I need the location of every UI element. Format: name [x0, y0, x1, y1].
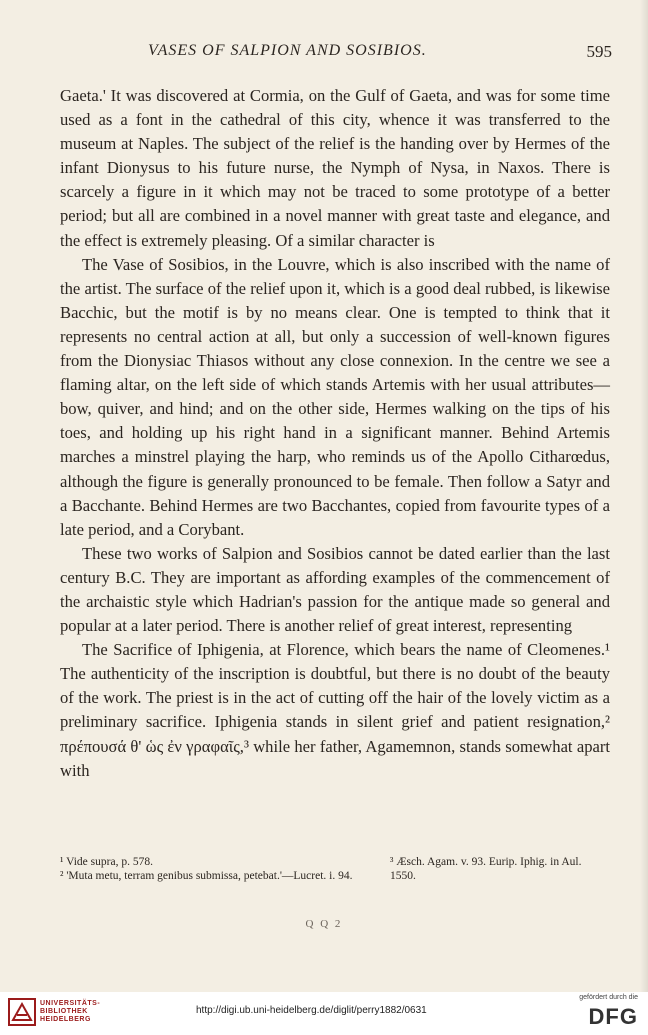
dfg-logo: DFG — [588, 1004, 638, 1029]
footnote-1: ¹ Vide supra, p. 578. — [60, 856, 153, 868]
digitization-footer — [0, 992, 648, 1035]
paragraph-4: The Sacrifice of Iphigenia, at Florence, which bears the name of Cleomenes.¹ The authenticity of the inscription is doubtful, but there is no doubt of the beauty of the work. The priest is in the act of cutting off the hair of the lovely victim as a preliminary sacrifice. Iphigenia stands in silent grief and patient resignation,² πρέπουσά θ' ὡς ἐν γραφαῖς,³ while her father, Agamemnon, stands somewhat apart with — [60, 640, 610, 780]
signature-mark: Q Q 2 — [305, 918, 343, 930]
funded-by-label: gefördert durch die — [579, 994, 638, 1001]
footnote-2: ² 'Muta metu, terram genibus submissa, petebat.'—Lucret. i. 94. — [60, 870, 353, 882]
running-title: VASES OF SALPION AND SOSIBIOS. — [148, 42, 427, 59]
paragraph-3: These two works of Salpion and Sosibios cannot be dated earlier than the last century B.C. They are important as affording examples of the commencement of the archaistic style which Hadrian's passion for the antique made so general and popular at a later period. There is another relief of great interest, representing — [60, 543, 610, 636]
body-text — [60, 84, 610, 783]
footnotes-left — [60, 855, 379, 883]
library-name: UNIVERSITÄTS- BIBLIOTHEK HEIDELBERG — [40, 1000, 101, 1023]
footnote-3: ³ Æsch. Agam. v. 93. Eurip. Iphig. in Aul. 1550. — [390, 856, 582, 882]
page-edge-shadow — [640, 0, 648, 992]
digitization-url-link[interactable]: http://digi.ub.uni-heidelberg.de/diglit/perry1882/0631 — [196, 1005, 427, 1016]
footnotes-right — [390, 855, 610, 883]
footnotes — [60, 855, 610, 883]
paragraph-2: The Vase of Sosibios, in the Louvre, which is also inscribed with the name of the artist. The surface of the relief upon it, which is a good deal rubbed, is likewise Bacchic, but the motif is by no means clear. One is tempted to think that it represents no central action at all, but only a succession of well-known figures from the Dionysiac Thiasos without any close connexion. In the centre we see a flaming altar, on the left side of which stands Artemis with her usual attributes—bow, quiver, and hind; and on the other side, Hermes walking on the tips of his toes, and holding up his right hand in a significant manner. Behind Artemis marches a minstrel playing the harp, who reminds us of the Apollo Citharœdus, although the figure is generally pronounced to be female. Then follow a Satyr and a Bacchante. Behind Hermes are two Bacchantes, copied from favourite types of a late period, and a Corybant. — [60, 254, 610, 539]
paragraph-1: Gaeta.' It was discovered at Cormia, on the Gulf of Gaeta, and was for some time used as a font in the cathedral of this city, whence it was transferred to the museum at Naples. The subject of the relief is the handing over by Hermes of the infant Dionysus to his future nurse, the Nymph of Nysa, in Naxos. There is scarcely a figure in it which may not be traced to some prototype of a better period; but all are combined in a novel manner with great taste and elegance, and the effect is extremely pleasing. Of a similar character is — [60, 86, 610, 250]
page-number: 595 — [586, 42, 612, 61]
page-header — [60, 42, 612, 64]
university-library-logo-icon — [8, 998, 36, 1026]
